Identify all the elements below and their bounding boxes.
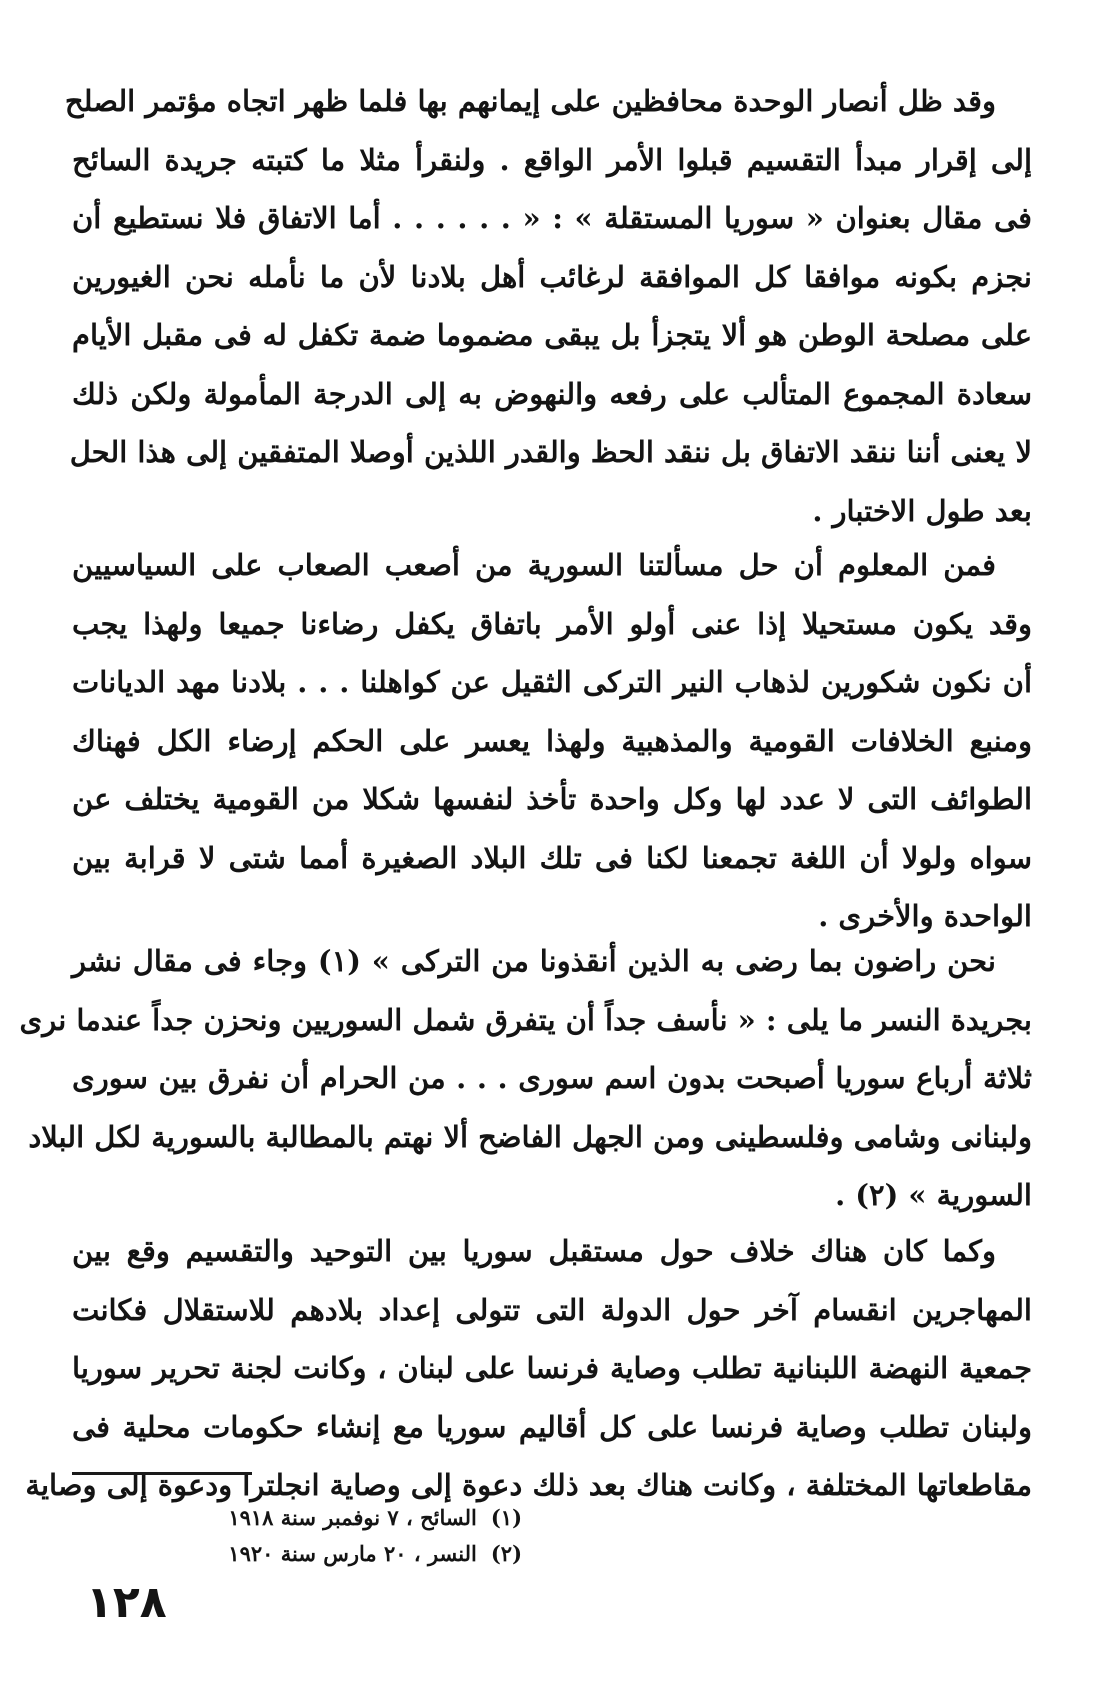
text-line: الطوائف التى لا عدد لها وكل واحدة تأخذ لنفسها شكلا من القومية يختلف عن — [72, 782, 1032, 816]
page-number: ١٢٨ — [86, 1577, 167, 1628]
footnote-2 — [142, 1536, 522, 1572]
text-line: على مصلحة الوطن هو ألا يتجزأ بل يبقى مضموما ضمة تكفل له فى مقبل الأيام — [72, 318, 1032, 352]
text-line: مقاطعاتها المختلفة ، وكانت هناك بعد ذلك دعوة إلى وصاية انجلترا ودعوة إلى وصاية — [25, 1468, 1032, 1502]
footnote-separator — [72, 1472, 252, 1475]
footnote-text: السائح ، ٧ نوفمبر سنة ١٩١٨ — [228, 1505, 477, 1530]
text-line: وقد يكون مستحيلا إذا عنى أولو الأمر باتفاق يكفل رضاءنا جميعا ولهذا يجب — [72, 606, 1032, 641]
text-line: ولبنان تطلب وصاية فرنسا على كل أقاليم سوريا مع إنشاء حكومات محلية فى — [72, 1409, 1032, 1444]
text-line: المهاجرين انقسام آخر حول الدولة التى تتولى إعداد بلادهم للاستقلال فكانت — [72, 1292, 1032, 1327]
paragraph-2 — [72, 536, 1032, 946]
text-line: سعادة المجموع المتألب على رفعه والنهوض به إلى الدرجة المأمولة ولكن ذلك — [72, 376, 1032, 411]
text-line: ثلاثة أرباع سوريا أصبحت بدون اسم سورى . . . من الحرام أن نفرق بين سورى — [72, 1061, 1032, 1095]
text-line: ومنبع الخلافات القومية والمذهبية ولهذا يعسر على الحكم إرضاء الكل فهناك — [72, 723, 1032, 758]
footnote-1 — [142, 1500, 522, 1536]
text-line: وكما كان هناك خلاف حول مستقبل سوريا بين التوحيد والتقسيم وقع بين — [72, 1234, 996, 1268]
footnote-text: النسر ، ٢٠ مارس سنة ١٩٢٠ — [228, 1541, 477, 1566]
footnote-number: (١) — [490, 1505, 522, 1530]
text-line: بجريدة النسر ما يلى : « نأسف جداً أن يتفرق شمل السوريين ونحزن جداً عندما نرى — [19, 1002, 1032, 1037]
text-line: ولبنانى وشامى وفلسطينى ومن الجهل الفاضح ألا نهتم بالمطالبة بالسورية لكل البلاد — [28, 1119, 1032, 1154]
paragraph-1 — [64, 72, 1032, 540]
paragraph-3 — [19, 932, 1032, 1225]
text-line: السورية » (٢) . — [835, 1178, 1032, 1212]
text-line: فمن المعلوم أن حل مسألتنا السورية من أصعب الصعاب على السياسيين — [72, 548, 996, 582]
text-line: بعد طول الاختبار . — [812, 493, 1032, 528]
text-line: نحن راضون بما رضى به الذين أنقذونا من التركى » (١) وجاء فى مقال نشر — [72, 944, 996, 978]
text-line: أن نكون شكورين لذهاب النير التركى الثقيل عن كواهلنا . . . بلادنا مهد الديانات — [72, 665, 1032, 699]
text-line: سواه ولولا أن اللغة تجمعنا لكنا فى تلك البلاد الصغيرة أمما شتى لا قرابة بين — [72, 840, 1032, 875]
footnote-number: (٢) — [490, 1541, 522, 1566]
text-line: نجزم بكونه موافقا كل الموافقة لرغائب أهل بلادنا لأن ما نأمله نحن الغيورين — [72, 259, 1032, 294]
text-line: جمعية النهضة اللبنانية تطلب وصاية فرنسا على لبنان ، وكانت لجنة تحرير سوريا — [72, 1351, 1032, 1385]
text-line: لا يعنى أننا ننقد الاتفاق بل ننقد الحظ والقدر اللذين أوصلا المتفقين إلى هذا الحل — [69, 435, 1032, 469]
text-line: الواحدة والأخرى . — [818, 899, 1032, 933]
paragraph-4 — [25, 1222, 1032, 1515]
text-line: فى مقال بعنوان « سوريا المستقلة » : « . . . . . . أما الاتفاق فلا نستطيع أن — [72, 201, 1032, 235]
footnotes — [142, 1500, 522, 1572]
book-page — [19, 42, 1032, 1642]
text-line: وقد ظل أنصار الوحدة محافظين على إيمانهم بها فلما ظهر اتجاه مؤتمر الصلح — [64, 84, 996, 118]
text-line: إلى إقرار مبدأ التقسيم قبلوا الأمر الواقع . ولنقرأ مثلا ما كتبته جريدة السائح — [72, 142, 1032, 177]
